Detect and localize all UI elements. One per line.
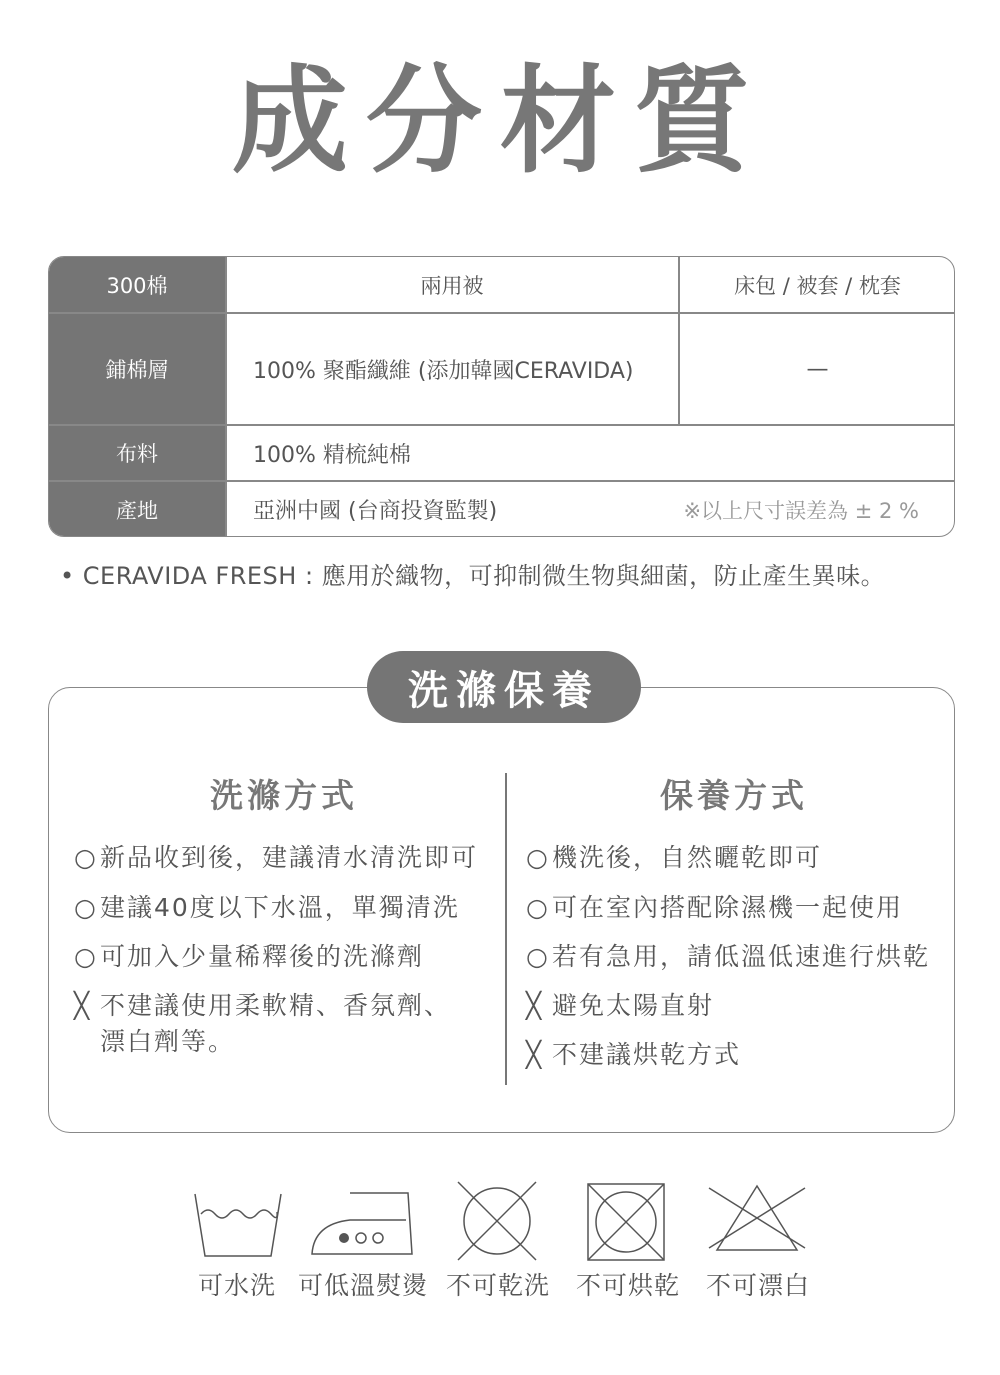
no-bleach-icon	[705, 1182, 809, 1254]
list-item: ○可加入少量稀釋後的洗滌劑	[74, 942, 425, 971]
maintain-heading: 保養方式	[660, 776, 808, 815]
list-item: ○若有急用，請低溫低速進行烘乾	[526, 942, 931, 971]
spec-row-value: —	[806, 356, 829, 382]
spec-row-value: 100% 聚酯纖維 (添加韓國CERAVIDA)	[253, 358, 634, 384]
list-item: ○新品收到後，建議清水清洗即可	[74, 843, 479, 872]
spec-row-label: 鋪棉層	[49, 313, 225, 425]
spec-table	[48, 256, 955, 537]
symbol-label: 不可漂白	[706, 1271, 811, 1300]
care-title: 洗滌保養	[367, 651, 641, 723]
wash-heading: 洗滌方式	[210, 776, 358, 815]
spec-row-label: 產地	[49, 481, 225, 537]
care-divider	[505, 773, 507, 1085]
list-item: ╳ 避免太陽直射	[526, 991, 715, 1020]
spec-row-label: 布料	[49, 425, 225, 481]
spec-header-col1: 兩用被	[420, 274, 484, 298]
spec-header-col2: 床包 / 被套 / 枕套	[734, 274, 901, 298]
iron-low-icon	[310, 1190, 414, 1256]
no-dry-clean-icon	[456, 1180, 538, 1262]
symbol-label: 可水洗	[198, 1271, 277, 1300]
wash-tub-icon	[193, 1192, 283, 1258]
symbol-label: 不可乾洗	[446, 1271, 551, 1300]
list-item: ○建議40度以下水溫，單獨清洗	[74, 893, 460, 922]
list-item: 漂白劑等。	[100, 1027, 236, 1056]
ceravida-note: • CERAVIDA FRESH : 應用於織物，可抑制微生物與細菌，防止產生異味。	[60, 562, 886, 590]
list-item: ╳ 不建議使用柔軟精、香氛劑、	[74, 991, 452, 1020]
list-item: ○可在室內搭配除濕機一起使用	[526, 893, 904, 922]
symbol-label: 不可烘乾	[576, 1271, 681, 1300]
page-title: 成分材質	[232, 54, 768, 189]
spec-header-label: 300棉	[49, 257, 225, 313]
spec-note: ※以上尺寸誤差為 ± 2 %	[683, 498, 919, 523]
list-item: ╳ 不建議烘乾方式	[526, 1040, 742, 1069]
list-item: ○機洗後，自然曬乾即可	[526, 843, 823, 872]
symbol-label: 可低溫熨燙	[298, 1271, 429, 1300]
no-tumble-dry-icon	[586, 1182, 666, 1262]
spec-row-value: 亞洲中國 (台商投資監製)	[253, 499, 498, 524]
spec-row-value: 100% 精梳純棉	[253, 442, 411, 468]
